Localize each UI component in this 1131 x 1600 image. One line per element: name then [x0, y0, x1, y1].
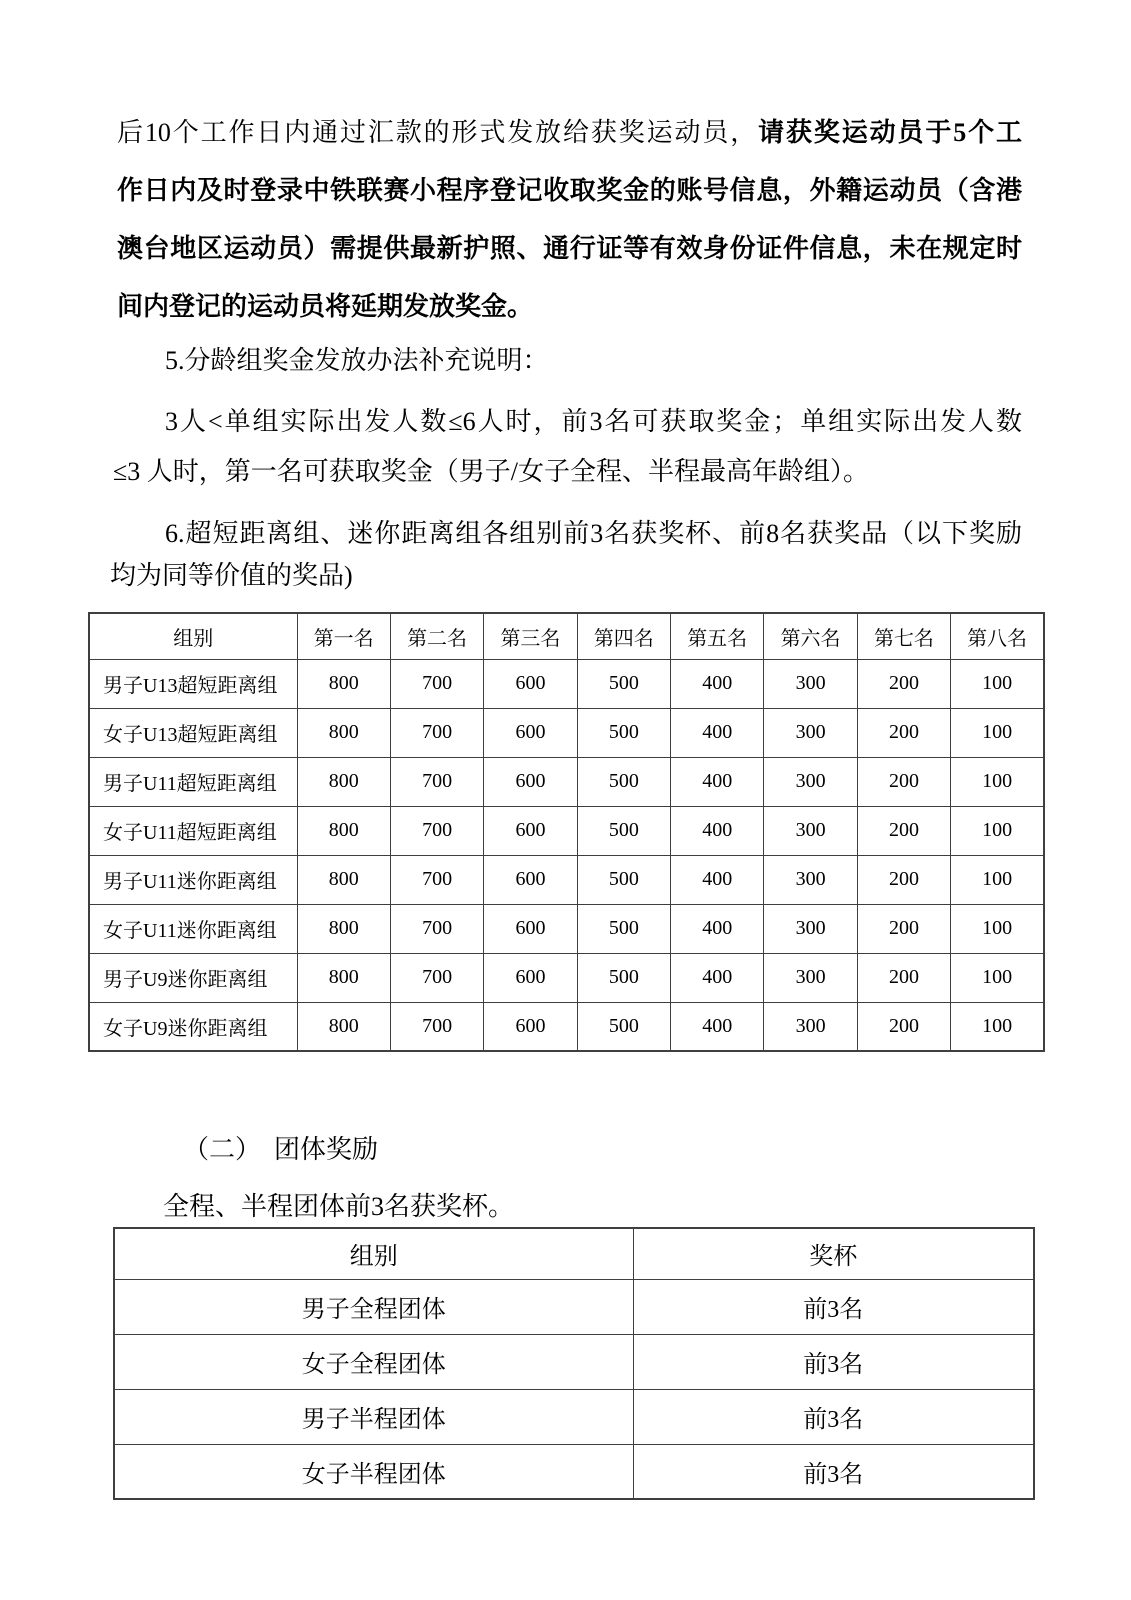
prize-table-value-cell: 100 — [951, 1002, 1044, 1051]
team-table-trophy-cell: 前3名 — [633, 1444, 1034, 1499]
team-table-body — [114, 1279, 1034, 1499]
prize-table-value-cell: 400 — [671, 708, 764, 757]
prize-table-value-cell: 700 — [390, 953, 483, 1002]
team-table-row — [114, 1444, 1034, 1499]
prize-table-value-cell: 500 — [577, 659, 670, 708]
prize-table-header-cell: 第二名 — [390, 613, 483, 659]
prize-table-value-cell: 500 — [577, 1002, 670, 1051]
prize-table-value-cell: 600 — [484, 708, 577, 757]
prize-table-value-cell: 100 — [951, 757, 1044, 806]
prize-table-row — [89, 953, 1044, 1002]
prize-table-row — [89, 904, 1044, 953]
paragraph-line — [117, 104, 1022, 162]
team-table — [113, 1227, 1035, 1500]
team-section-subtitle: 全程、半程团体前3名获奖杯。 — [163, 1192, 515, 1221]
team-table-trophy-cell: 前3名 — [633, 1279, 1034, 1334]
prize-table-group-cell: 女子U13超短距离组 — [89, 708, 297, 757]
prize-table-value-cell: 500 — [577, 708, 670, 757]
prize-table-value-cell: 400 — [671, 904, 764, 953]
prize-table-value-cell: 300 — [764, 757, 857, 806]
section5-body-line2: ≤3 人时，第一名可获取奖金（男子/女子全程、半程最高年龄组）。 — [113, 457, 869, 486]
team-table-header-cell: 奖杯 — [633, 1228, 1034, 1279]
prize-table-group-cell: 女子U11超短距离组 — [89, 806, 297, 855]
team-table-header-row — [114, 1228, 1034, 1279]
section5-body-line1: 3人<单组实际出发人数≤6人时，前3名可获取奖金；单组实际出发人数 — [165, 407, 1022, 436]
prize-table-value-cell: 100 — [951, 953, 1044, 1002]
prize-table-value-cell: 200 — [857, 659, 950, 708]
prize-table-value-cell: 800 — [297, 953, 390, 1002]
section6-body-line2: 均为同等价值的奖品) — [110, 561, 353, 590]
prize-table-value-cell: 400 — [671, 757, 764, 806]
prize-table-value-cell: 300 — [764, 659, 857, 708]
prize-table-value-cell: 800 — [297, 708, 390, 757]
prize-table-value-cell: 500 — [577, 855, 670, 904]
paragraph-text-regular: 后10个工作日内通过汇款的形式发放给获奖运动员， — [117, 118, 759, 147]
prize-table-value-cell: 200 — [857, 806, 950, 855]
prize-table-group-cell: 女子U11迷你距离组 — [89, 904, 297, 953]
section6-body-line1: 6.超短距离组、迷你距离组各组别前3名获奖杯、前8名获奖品（以下奖励 — [165, 519, 1022, 548]
prize-table-value-cell: 300 — [764, 904, 857, 953]
team-table-group-cell: 女子全程团体 — [114, 1334, 633, 1389]
prize-table — [88, 612, 1045, 1052]
prize-table-value-cell: 700 — [390, 757, 483, 806]
prize-table-row — [89, 757, 1044, 806]
team-table-group-cell: 男子全程团体 — [114, 1279, 633, 1334]
prize-table-value-cell: 700 — [390, 855, 483, 904]
prize-table-header-row — [89, 613, 1044, 659]
prize-table-value-cell: 400 — [671, 953, 764, 1002]
section5-heading: 5.分龄组奖金发放办法补充说明： — [165, 346, 549, 375]
prize-table-value-cell: 200 — [857, 904, 950, 953]
prize-table-value-cell: 700 — [390, 1002, 483, 1051]
paragraph-line: 间内登记的运动员将延期发放奖金。 — [117, 292, 534, 321]
prize-table-group-cell: 男子U9迷你距离组 — [89, 953, 297, 1002]
prize-table-value-cell: 600 — [484, 953, 577, 1002]
prize-table-value-cell: 700 — [390, 904, 483, 953]
prize-table-group-cell: 男子U11迷你距离组 — [89, 855, 297, 904]
prize-table-value-cell: 200 — [857, 1002, 950, 1051]
prize-table-value-cell: 100 — [951, 659, 1044, 708]
prize-table-row — [89, 708, 1044, 757]
team-section-heading: （二） 团体奖励 — [183, 1135, 379, 1164]
prize-table-value-cell: 200 — [857, 708, 950, 757]
prize-table-value-cell: 500 — [577, 806, 670, 855]
paragraph-line: 澳台地区运动员）需提供最新护照、通行证等有效身份证件信息，未在规定时 — [117, 234, 1022, 263]
prize-table-value-cell: 600 — [484, 757, 577, 806]
team-table-header-cell: 组别 — [114, 1228, 633, 1279]
prize-table-row — [89, 855, 1044, 904]
prize-table-value-cell: 600 — [484, 904, 577, 953]
prize-table-value-cell: 500 — [577, 904, 670, 953]
prize-table-value-cell: 800 — [297, 1002, 390, 1051]
prize-table-value-cell: 400 — [671, 855, 764, 904]
prize-table-value-cell: 400 — [671, 806, 764, 855]
prize-table-group-cell: 男子U13超短距离组 — [89, 659, 297, 708]
prize-table-value-cell: 300 — [764, 806, 857, 855]
prize-table-group-cell: 男子U11超短距离组 — [89, 757, 297, 806]
prize-table-value-cell: 800 — [297, 659, 390, 708]
prize-table-value-cell: 100 — [951, 708, 1044, 757]
prize-table-value-cell: 400 — [671, 1002, 764, 1051]
prize-table-row — [89, 806, 1044, 855]
prize-table-value-cell: 300 — [764, 953, 857, 1002]
team-table-trophy-cell: 前3名 — [633, 1334, 1034, 1389]
prize-table-value-cell: 100 — [951, 806, 1044, 855]
prize-table-header-cell: 第八名 — [951, 613, 1044, 659]
prize-table-header-cell: 第四名 — [577, 613, 670, 659]
prize-table-row — [89, 659, 1044, 708]
team-table-group-cell: 男子半程团体 — [114, 1389, 633, 1444]
team-table-row — [114, 1389, 1034, 1444]
prize-table-value-cell: 300 — [764, 1002, 857, 1051]
prize-table-value-cell: 400 — [671, 659, 764, 708]
prize-table-value-cell: 600 — [484, 1002, 577, 1051]
team-table-trophy-cell: 前3名 — [633, 1389, 1034, 1444]
prize-table-value-cell: 200 — [857, 855, 950, 904]
prize-table-header-cell: 组别 — [89, 613, 297, 659]
prize-table-value-cell: 600 — [484, 806, 577, 855]
prize-table-value-cell: 500 — [577, 953, 670, 1002]
team-table-group-cell: 女子半程团体 — [114, 1444, 633, 1499]
prize-table-value-cell: 300 — [764, 708, 857, 757]
prize-table-value-cell: 700 — [390, 708, 483, 757]
prize-table-body — [89, 659, 1044, 1051]
paragraph-line: 作日内及时登录中铁联赛小程序登记收取奖金的账号信息，外籍运动员（含港 — [117, 176, 1022, 205]
prize-table-header-cell: 第六名 — [764, 613, 857, 659]
prize-table-header-cell: 第三名 — [484, 613, 577, 659]
prize-table-value-cell: 500 — [577, 757, 670, 806]
prize-table-value-cell: 100 — [951, 904, 1044, 953]
prize-table-value-cell: 800 — [297, 806, 390, 855]
prize-table-header-cell: 第七名 — [857, 613, 950, 659]
prize-table-value-cell: 800 — [297, 757, 390, 806]
prize-table-value-cell: 700 — [390, 806, 483, 855]
prize-table-value-cell: 300 — [764, 855, 857, 904]
prize-table-value-cell: 600 — [484, 659, 577, 708]
paragraph-prize-payment — [117, 104, 1022, 336]
prize-table-value-cell: 800 — [297, 855, 390, 904]
paragraph-text-bold: 请获奖运动员于5个工 — [758, 118, 1022, 147]
team-table-row — [114, 1334, 1034, 1389]
prize-table-value-cell: 200 — [857, 953, 950, 1002]
prize-table-value-cell: 100 — [951, 855, 1044, 904]
prize-table-header-cell: 第五名 — [671, 613, 764, 659]
prize-table-header-cell: 第一名 — [297, 613, 390, 659]
prize-table-value-cell: 700 — [390, 659, 483, 708]
prize-table-value-cell: 800 — [297, 904, 390, 953]
team-table-row — [114, 1279, 1034, 1334]
prize-table-group-cell: 女子U9迷你距离组 — [89, 1002, 297, 1051]
prize-table-value-cell: 600 — [484, 855, 577, 904]
prize-table-row — [89, 1002, 1044, 1051]
prize-table-value-cell: 200 — [857, 757, 950, 806]
